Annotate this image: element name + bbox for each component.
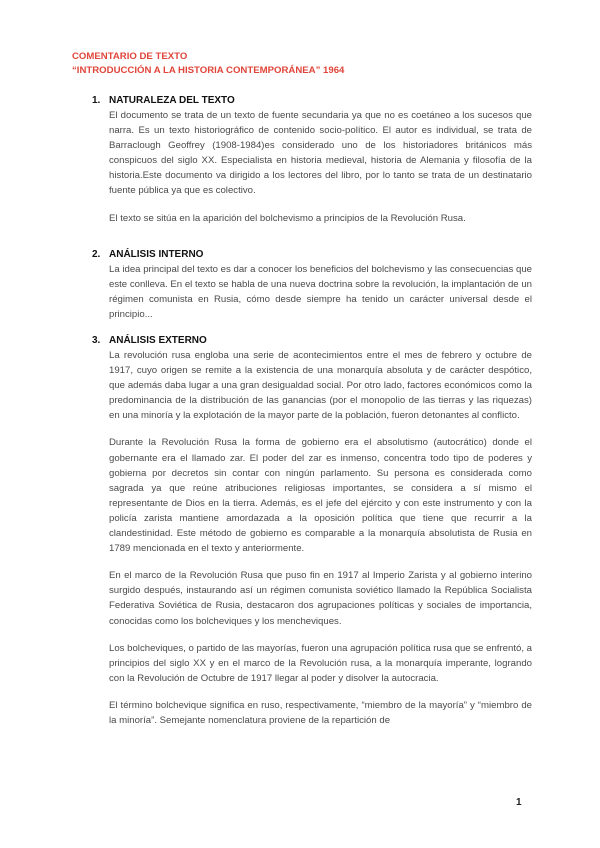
- paragraph: El texto se sitúa en la aparición del bolchevismo a principios de la Revolución Rusa.: [109, 212, 466, 224]
- paragraph: Los bolcheviques, o partido de las mayorías, fueron una agrupación política rusa que se enfrentó, a principios del siglo XX y en el marco de la Revolución rusa, a la monarquía imperante, logrando con la Revolución de Octubre de 1917 llegar al poder y disolver la autocracia.: [109, 642, 532, 684]
- section-analisis-externo: [92, 334, 532, 728]
- paragraph: El documento se trata de un texto de fuente secundaria ya que no es coetáneo a los sucesos que narra. Es un texto historiográfico de contenido socio-político. El autor es individual, se trata de Barraclough Geoffrey (1908-1984)es considerado uno de los historiadores británicos más conspicuos del siglo XX. Especialista en historia medieval, historia de Alemania y filosofía de la historia.Este documento va dirigido a los lectores del libro, por lo tanto se trata de un destinatario fuente pública ya que es colectivo.: [109, 110, 532, 197]
- section-heading: [92, 94, 532, 108]
- section-number: 3.: [92, 335, 101, 346]
- page-number: 1: [516, 797, 522, 808]
- section-title: ANÁLISIS INTERNO: [109, 249, 204, 260]
- section-analisis-interno: [92, 248, 532, 322]
- section-heading: [92, 248, 532, 262]
- document-title-line-2: “INTRODUCCIÓN A LA HISTORIA CONTEMPORÁNEA” 1964: [72, 65, 345, 76]
- paragraph: La revolución rusa engloba una serie de acontecimientos entre el mes de febrero y octubre de 1917, cuyo origen se remite a la existencia de una monarquía absoluta y de carácter despótico, que además daba lugar a una gran desigualdad social. Por otro lado, factores económicos como la predominancia de la distribución de las ganancias (por el monopolio de las tierras y las riquezas) en una minoría y la explotación de la mayor parte de la población, fueron detonantes al conflicto.: [109, 350, 532, 422]
- section-title: NATURALEZA DEL TEXTO: [109, 95, 235, 106]
- paragraph: En el marco de la Revolución Rusa que puso fin en 1917 al Imperio Zarista y al gobierno interino surgido después, instaurando así un régimen comunista soviético llamado la República Socialista Federativa Soviética de Rusia, destacaron dos agrupaciones políticas y sociales de importancia, conocidas como los bolcheviques y los mencheviques.: [109, 570, 532, 627]
- paragraph: El término bolchevique significa en ruso, respectivamente, “miembro de la mayoría” y “miembro de la minoría”. Semejante nomenclatura proviene de la repartición de: [109, 699, 532, 726]
- section-naturaleza: [92, 94, 532, 226]
- paragraph: Durante la Revolución Rusa la forma de gobierno era el absolutismo (autocrático) donde el gobernante era el llamado zar. El poder del zar es inmenso, concentra todo tipo de poderes y gobierna por decretos sin contar con ningún parlamento. Su persona es considerada como sagrada ya que reúne atribuciones religiosas importantes, se considera a sí mismo el representante de Dios en la tierra. Además, es el jefe del ejército y con este instrumento y con la policía zarista mantiene amordazada a la oposición política que tiene que recurrir a la clandestinidad. Este método de gobierno es comparable a la monarquía absolutista de Rusia en 1789 mencionada en el texto y anteriormente.: [109, 437, 532, 555]
- paragraph: La idea principal del texto es dar a conocer los beneficios del bolchevismo y las consecuencias que este conlleva. En el texto se habla de una nueva doctrina sobre la revolución, la implantación de un régimen comunista en Rusia, cómo desde siempre ha tenido un carácter universal desde el principio...: [109, 264, 532, 321]
- section-number: 2.: [92, 249, 101, 260]
- section-title: ANÁLISIS EXTERNO: [109, 335, 207, 346]
- document-title-line-1: COMENTARIO DE TEXTO: [72, 51, 188, 62]
- document-title: [72, 50, 532, 78]
- section-number: 1.: [92, 95, 101, 106]
- section-heading: [92, 334, 532, 348]
